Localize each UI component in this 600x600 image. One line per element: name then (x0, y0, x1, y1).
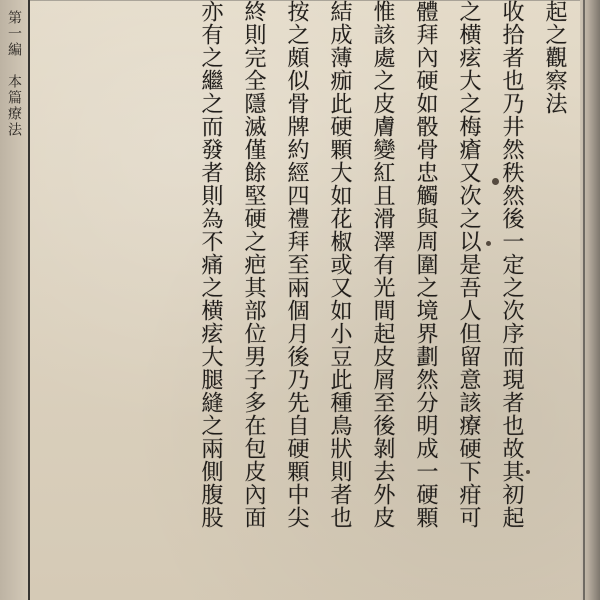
page-gutter (580, 0, 600, 600)
text-column-1: 起之觀察法 (542, 0, 567, 115)
paper-speck-1 (492, 178, 499, 185)
text-column-2: 收拾者也乃井然秩然後一定之次序而現者也故其初起 (499, 0, 524, 529)
left-margin-header (0, 0, 30, 600)
paper-speck-3 (526, 470, 530, 474)
text-column-6: 結成薄痂此硬顆大如花椒或又如小豆此種鳥狀則者也 (327, 0, 352, 529)
paper-speck-2 (486, 241, 491, 246)
text-column-5: 惟該處之皮膚變紅且滑澤有光間起皮屑至後剝去外皮 (370, 0, 395, 529)
text-column-3: 之横痃大之梅瘡又次之以是吾人但留意該療硬下疳可 (456, 0, 481, 529)
text-column-9: 亦有之繼之而發者則為不痛之横痃大腿縫之兩側腹股 (198, 0, 223, 529)
text-column-8: 終則完全隱滅僅餘堅硬之疤其部位男子多在包皮內面 (241, 0, 266, 529)
text-column-4: 體拜內硬如骰骨忠觸與周圍之境界劃然分明成一硬顆 (413, 0, 438, 529)
vertical-text-area (37, 0, 572, 590)
text-column-7: 按之頗似骨牌約經四禮拜至兩個月後乃先自硬顆中尖 (284, 0, 309, 529)
running-header: 第一編 本篇療法 (6, 10, 22, 138)
